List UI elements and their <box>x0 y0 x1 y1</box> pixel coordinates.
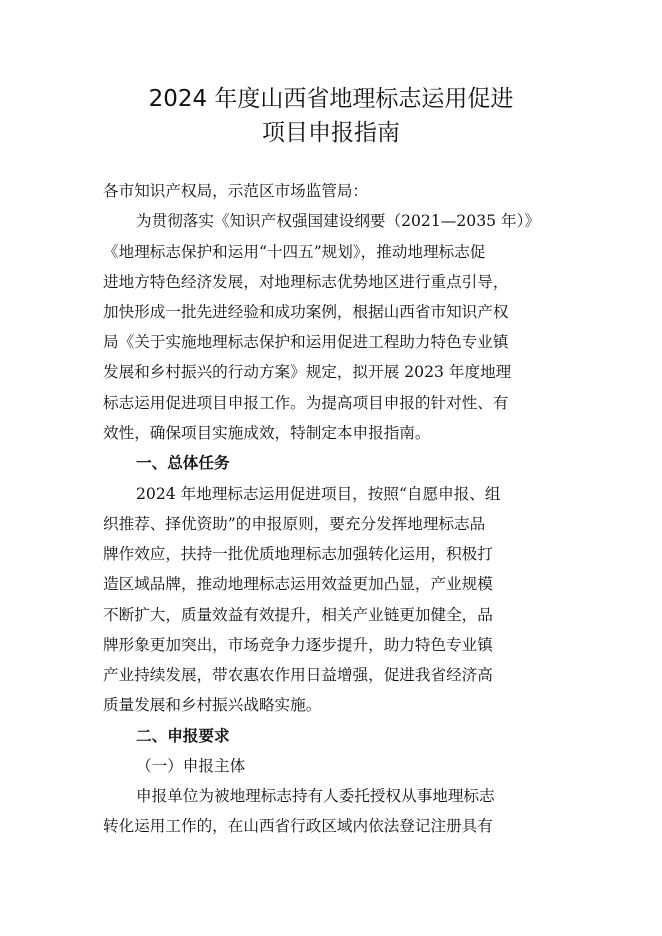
intro-line: 进地方特色经济发展，对地理标志优势地区进行重点引导， <box>103 273 509 291</box>
section1-line: 不断扩大，质量效益有效提升，相关产业链更加健全，品 <box>103 606 493 624</box>
intro-line: 为贯彻落实《知识产权强国建设纲要（2021—2035 年）》 <box>136 212 540 230</box>
section1-line: 织推荐、择优资助”的申报原则，要充分发挥地理标志品 <box>103 515 486 533</box>
subsection-heading-1: （一）申报主体 <box>136 757 246 775</box>
section1-line: 产业持续发展，带农惠农作用日益增强，促进我省经济高 <box>103 666 493 684</box>
section-heading-1: 一、总体任务 <box>136 454 230 472</box>
intro-line: 效性，确保项目实施成效，特制定本申报指南。 <box>103 424 431 442</box>
intro-line: 发展和乡村振兴的行动方案》规定，拟开展 2023 年度地理 <box>103 363 512 381</box>
section1-line: 牌作效应，扶持一批优质地理标志加强转化运用，积极打 <box>103 545 493 563</box>
section1-line: 造区域品牌，推动地理标志运用效益更加凸显，产业规模 <box>103 575 493 593</box>
section1-line: 质量发展和乡村振兴战略实施。 <box>103 696 322 714</box>
section1-line: 牌形象更加突出，市场竞争力逐步提升，助力特色专业镇 <box>103 636 493 654</box>
section2-line: 转化运用工作的，在山西省行政区域内依法登记注册具有 <box>103 817 493 835</box>
intro-line: 加快形成一批先进经验和成功案例，根据山西省市知识产权 <box>103 303 509 321</box>
section1-line: 2024 年地理标志运用促进项目，按照“自愿申报、组 <box>136 485 501 503</box>
title-line-2: 项目申报指南 <box>262 120 400 146</box>
intro-line: 《地理标志保护和运用“十四五”规划》，推动地理标志促 <box>103 243 486 261</box>
section-heading-2: 二、申报要求 <box>136 727 230 745</box>
title-line-1: 2024 年度山西省地理标志运用促进 <box>148 86 514 112</box>
intro-line: 局《关于实施地理标志保护和运用促进工程助力特色专业镇 <box>103 333 509 351</box>
salutation: 各市知识产权局，示范区市场监管局： <box>103 182 369 200</box>
section2-line: 申报单位为被地理标志持有人委托授权从事地理标志 <box>136 787 495 805</box>
intro-line: 标志运用促进项目申报工作。为提高项目申报的针对性、有 <box>103 394 509 412</box>
